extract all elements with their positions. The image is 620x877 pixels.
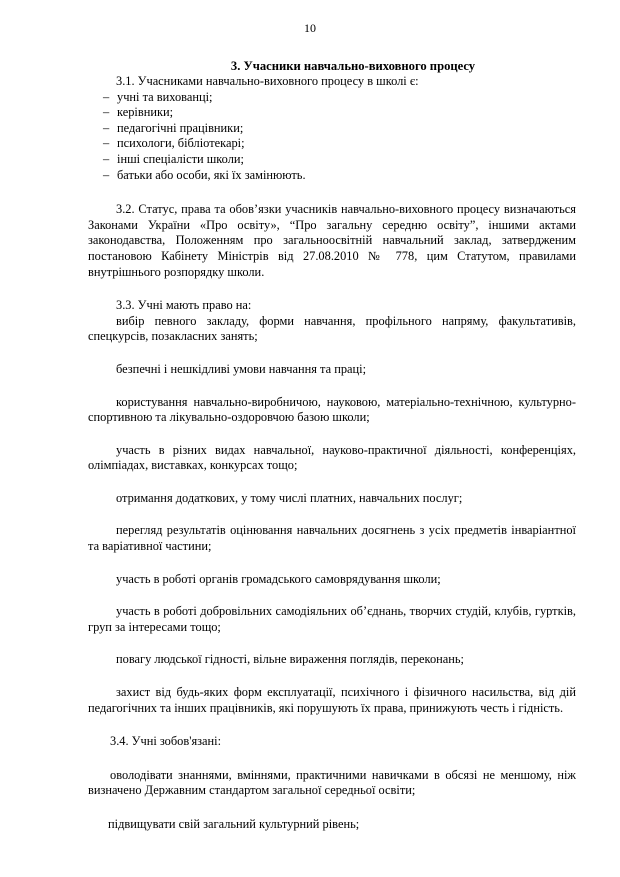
section-3-1-intro: 3.1. Учасниками навчально-виховного процесу в школі є: (116, 74, 419, 88)
section-3-2-paragraph: 3.2. Статус, права та обов’язки учасників навчально-виховного процесу визначаються Законами України «Про освіту», “Про загальну середню освіту”, іншими актами законодавства, Положенням про загальноосвітній навчальний заклад, затвердженим постановою Кабінету Міністрів від 27.08.2010 № 778, цим Статутом, правилами внутрішнього розпорядку школи. (88, 202, 576, 279)
section-heading: 3. Учасники навчально-виховного процесу (230, 59, 476, 73)
right-item: повагу людської гідності, вільне вираження поглядів, переконань; (116, 652, 465, 667)
list-item: – керівники; (103, 105, 174, 120)
duty-item: підвищувати свій загальний культурний рівень; (108, 817, 360, 831)
document-content (88, 58, 576, 833)
right-item: захист від будь-яких форм експлуатації, психічного і фізичного насильства, від дій педагогічних та інших працівників, які порушують їх права, принижують честь і гідність. (88, 685, 576, 715)
section-3-4-intro: 3.4. Учні зобов'язані: (110, 734, 222, 749)
right-item: отримання додаткових, у тому числі платних, навчальних послуг; (116, 490, 463, 505)
list-item: – учні та вихованці; (103, 89, 213, 104)
list-item: – педагогічні працівники; (103, 120, 244, 135)
right-item: безпечні і нешкідливі умови навчання та праці; (116, 361, 367, 376)
right-item: вибір певного закладу, форми навчання, профільного напряму, факультативів, спецкурсів, позакласних занять; (88, 313, 576, 344)
list-item: – батьки або особи, які їх замінюють. (103, 167, 306, 182)
right-item: перегляд результатів оцінювання навчальних досягнень з усіх предметів інваріантної та варіативної частини; (88, 523, 576, 554)
duty-item: оволодівати знаннями, вміннями, практичними навичками в обсязі не меншому, ніж визначено Державним стандартом загальної середньої освіти; (88, 767, 576, 798)
page-number: 10 (304, 21, 316, 35)
right-item: участь в роботі органів громадського самоврядування школи; (116, 571, 441, 586)
participants-list (88, 90, 576, 184)
list-item: – інші спеціалісти школи; (103, 151, 244, 166)
right-item: участь в різних видах навчальної, науково-практичної діяльності, конференціях, олімпіадах, виставках, конкурсах тощо; (88, 442, 576, 473)
right-item: користування навчально-виробничою, науковою, матеріально-технічною, культурно-спортивною та лікувально-оздоровчою базою школи; (88, 394, 576, 425)
right-item: участь в роботі добровільних самодіяльних об’єднань, творчих студій, клубів, гуртків, груп за інтересами тощо; (88, 604, 576, 634)
list-item: – психологи, бібліотекарі; (103, 136, 245, 151)
section-3-3-intro: 3.3. Учні мають право на: (116, 298, 252, 313)
